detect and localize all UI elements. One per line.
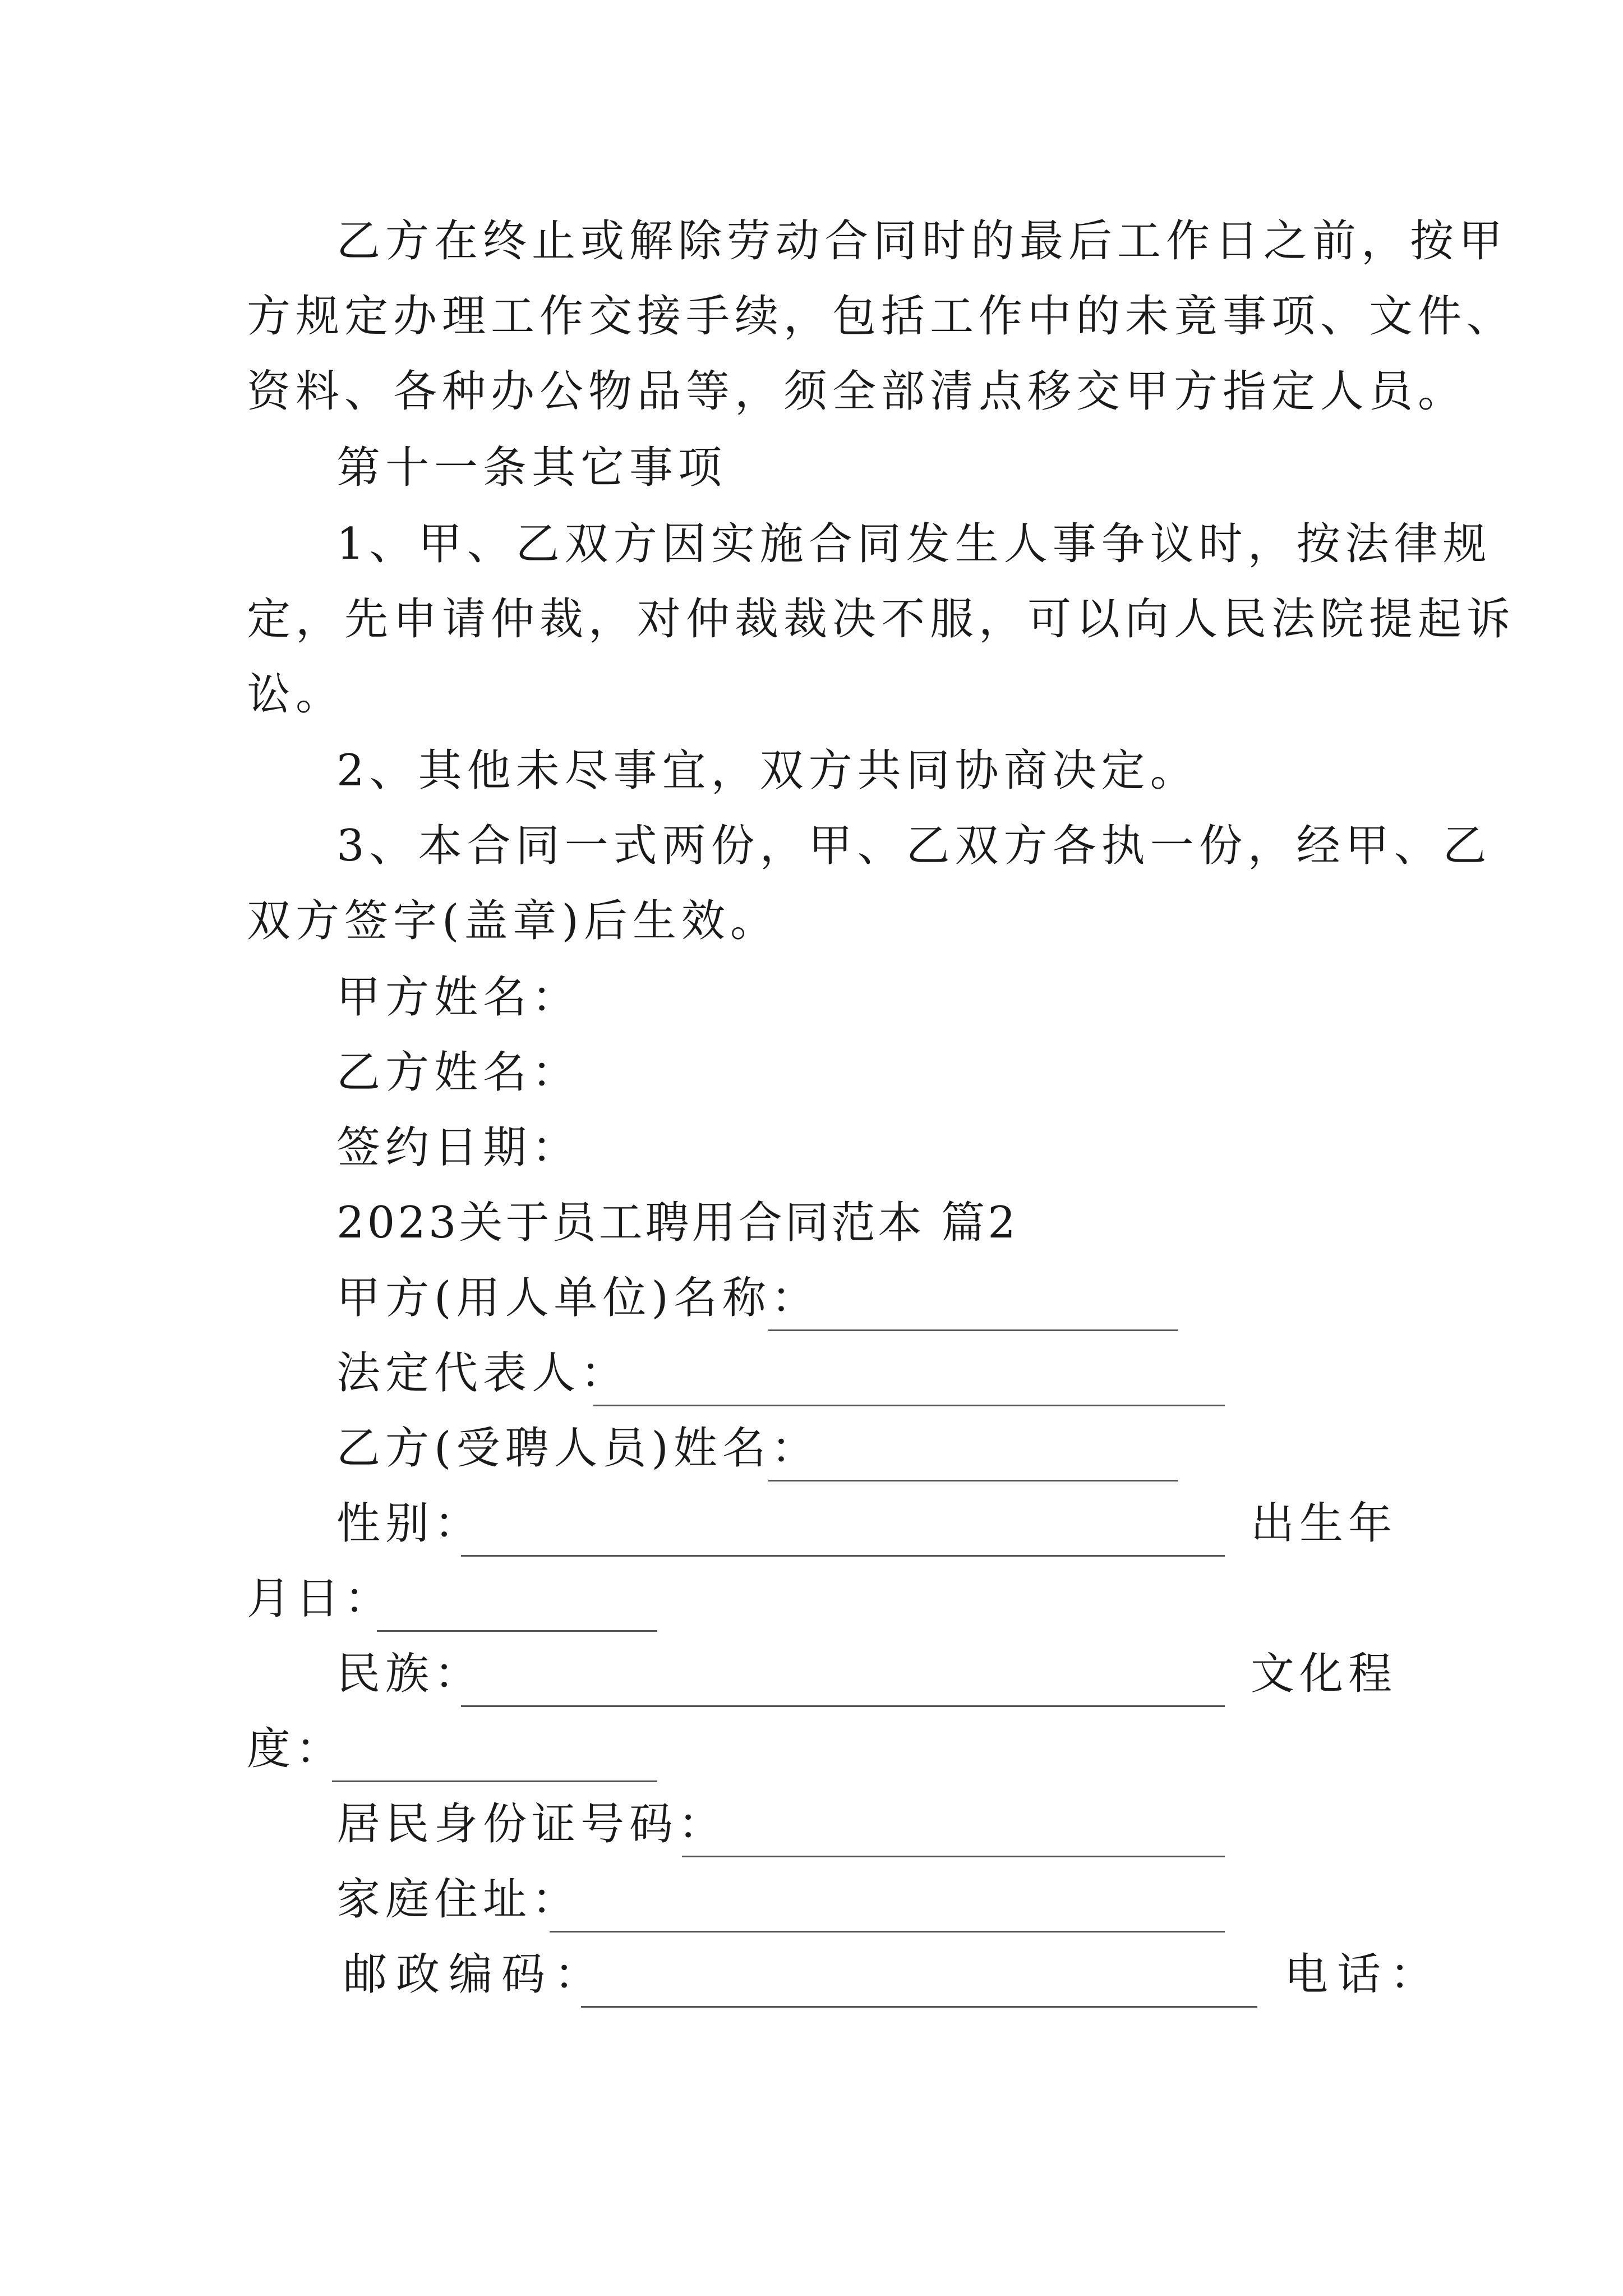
id-number-label: 居民身份证号码： [336,1799,727,1849]
postal-code-label: 邮政编码： [343,1949,607,2000]
employer-name-blank[interactable] [768,1329,1178,1331]
section-2-title: 2023关于员工聘用合同范本 篇2 [336,1198,1018,1248]
article-11-heading: 第十一条其它事项 [336,443,727,493]
handover-paragraph-line-3: 资料、各种办公物品等，须全部清点移交甲方指定人员。 [247,366,1467,417]
education-label-part-1: 文化程 [1251,1649,1398,1699]
phone-label: 电话： [1284,1949,1443,2000]
gender-label: 性别： [336,1498,483,1549]
employer-name-label: 甲方(用人单位)名称： [336,1273,820,1323]
home-address-blank[interactable] [550,1931,1225,1932]
party-b-name-label: 乙方姓名： [336,1047,581,1098]
item-3-line-2: 双方签字(盖章)后生效。 [247,896,779,946]
item-1-line-1: 1、甲、乙双方因实施合同发生人事争议时，按法律规 [336,519,1492,569]
home-address-label: 家庭住址： [336,1874,581,1925]
legal-rep-blank[interactable] [593,1405,1225,1406]
birth-date-blank[interactable] [377,1630,657,1632]
id-number-blank[interactable] [682,1856,1225,1857]
education-label-part-2: 度： [247,1724,345,1774]
handover-paragraph-line-2: 方规定办理工作交接手续，包括工作中的未竟事项、文件、 [247,291,1516,342]
birth-date-label-part-2: 月日： [247,1573,394,1624]
education-blank[interactable] [332,1780,657,1782]
party-a-name-label: 甲方姓名： [336,972,581,1023]
sign-date-label: 签约日期： [336,1122,581,1173]
ethnicity-blank[interactable] [461,1705,1225,1707]
ethnicity-label: 民族： [336,1649,483,1699]
employee-name-label: 乙方(受聘人员)姓名： [336,1423,820,1474]
legal-rep-label: 法定代表人： [336,1348,630,1398]
postal-code-blank[interactable] [581,2006,1257,2008]
birth-date-label-part-1: 出生年 [1251,1498,1398,1549]
item-1-line-2: 定，先申请仲裁，对仲裁裁决不服，可以向人民法院提起诉 [247,594,1516,645]
gender-blank[interactable] [461,1555,1225,1557]
item-2: 2、其他未尽事宜，双方共同协商决定。 [336,746,1199,796]
item-1-line-3: 讼。 [247,669,345,720]
item-3-line-1: 3、本合同一式两份，甲、乙双方各执一份，经甲、乙 [336,821,1492,871]
employee-name-blank[interactable] [768,1480,1178,1481]
handover-paragraph-line-1: 乙方在终止或解除劳动合同时的最后工作日之前，按甲 [336,216,1508,266]
